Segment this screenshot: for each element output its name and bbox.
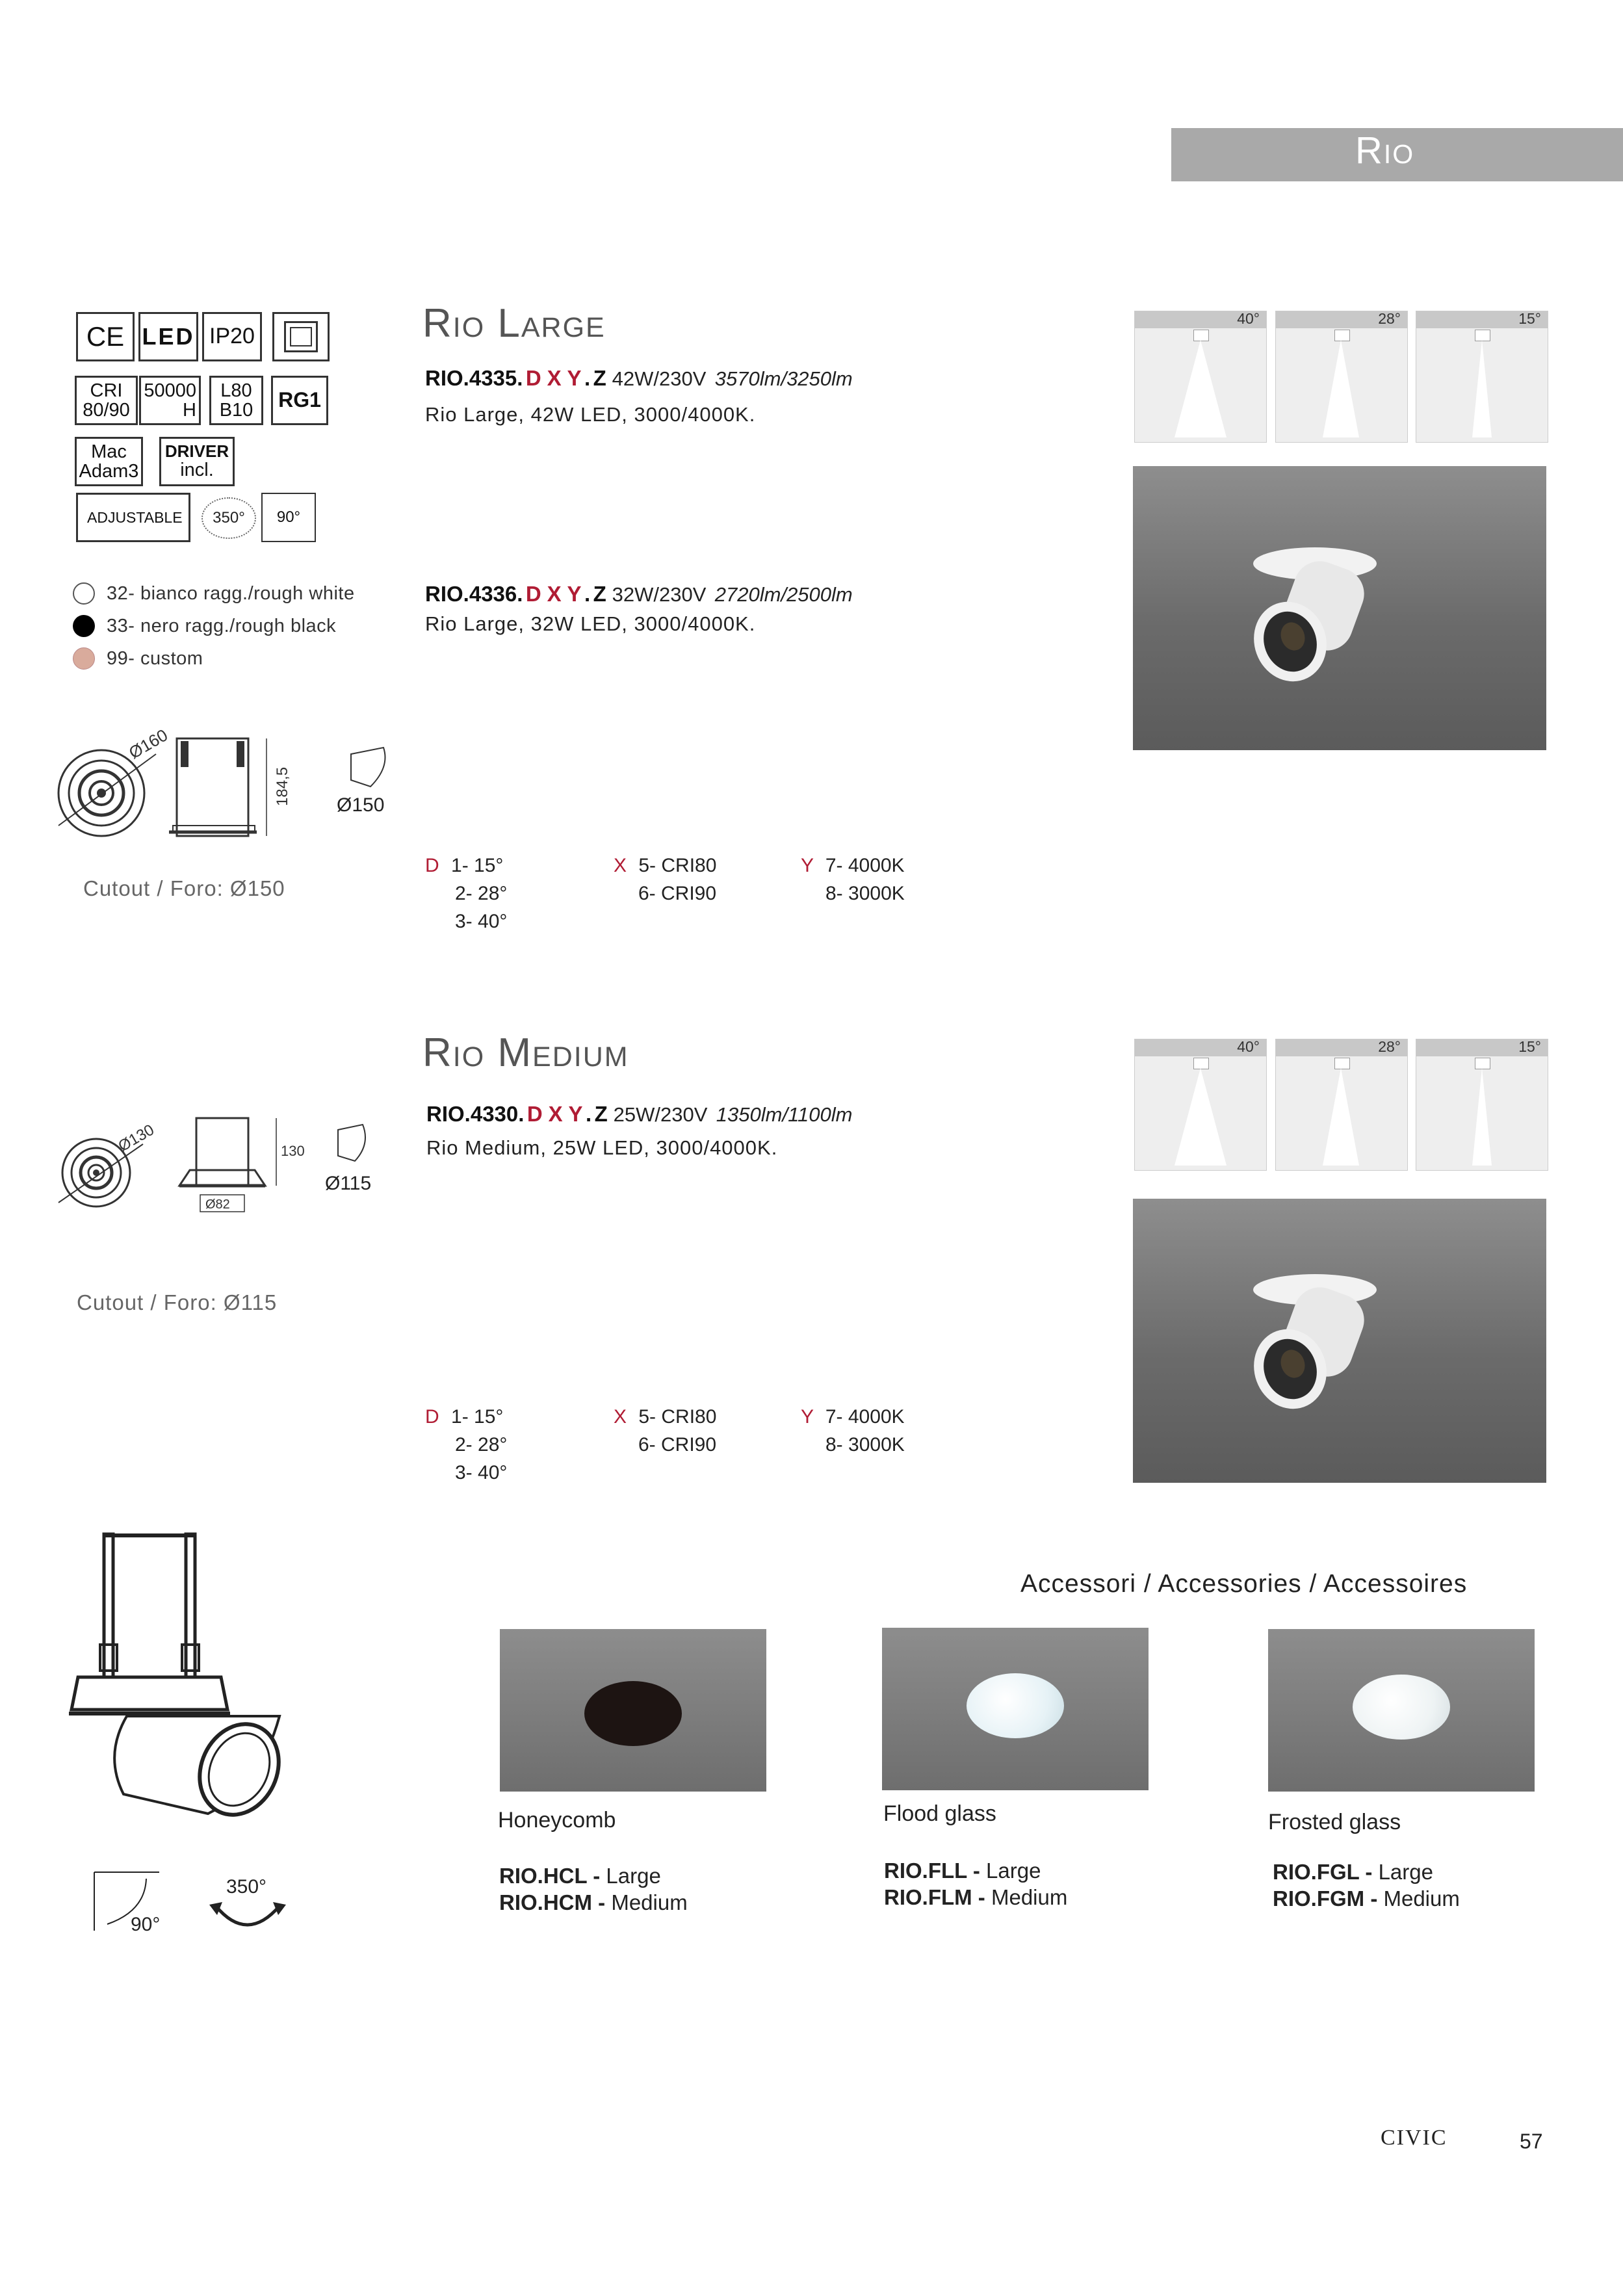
accessory-codes-frosted: [1273, 1859, 1460, 1912]
l80-label: L80: [220, 380, 252, 401]
finish-label: 32- bianco ragg./rough white: [107, 582, 355, 604]
lifetime-icon: [139, 376, 201, 425]
beam-label: 15°: [1518, 311, 1541, 327]
product-title-medium: Rio Medium: [422, 1030, 629, 1075]
driver-label: DRIVER: [164, 441, 229, 462]
option-d: D: [525, 582, 541, 606]
custom-swatch: [73, 647, 95, 670]
option-y: Y: [567, 582, 582, 606]
beam-label: 28°: [1378, 1039, 1401, 1055]
black-swatch: [73, 615, 95, 637]
options-y-medium: [801, 1403, 905, 1459]
medium-base-label: Ø82: [205, 1197, 230, 1212]
accessory-name: Flood glass: [883, 1801, 996, 1826]
beam-label: 40°: [1237, 1039, 1260, 1055]
large-hole-label: Ø150: [337, 794, 385, 816]
power: 42W/230V: [612, 367, 707, 390]
power: 32W/230V: [612, 583, 707, 606]
finish-custom: [73, 647, 203, 670]
finish-black: [73, 615, 336, 637]
option-d-label: D: [425, 1406, 439, 1428]
adjustable-icon: ADJUSTABLE: [76, 493, 190, 542]
variant-desc: Rio Large, 32W LED, 3000/4000K.: [425, 612, 756, 635]
fixture-side-drawing: [65, 1521, 299, 1833]
finish-label: 33- nero ragg./rough black: [107, 615, 337, 636]
power: 25W/230V: [613, 1103, 708, 1126]
option-x: X: [547, 366, 562, 390]
option-value: 6- CRI90: [638, 1434, 717, 1455]
b10-label: B10: [219, 400, 253, 421]
frosted-glass-image: [1268, 1629, 1535, 1792]
rotation-350-icon: [208, 1872, 299, 1944]
tilt-90-icon: [88, 1866, 172, 1937]
product-code: RIO.4336.: [425, 582, 523, 606]
accessory-codes-honeycomb: [499, 1862, 688, 1916]
size-large: Large: [1378, 1860, 1433, 1884]
option-value: 8- 3000K: [825, 883, 905, 904]
recessed-icon: [272, 312, 330, 361]
medium-diameter-label: Ø130: [115, 1121, 157, 1156]
option-value: 1- 15°: [451, 1406, 504, 1428]
code-dot: .: [584, 582, 591, 606]
code-medium: RIO.HCM -: [499, 1890, 606, 1914]
option-value: 3- 40°: [455, 1462, 508, 1483]
cutout-medium: Cutout / Foro: Ø115: [77, 1290, 278, 1314]
large-dimension-drawing: [45, 715, 422, 858]
rotation-label: 350°: [226, 1876, 267, 1898]
accessories-title: Accessori / Accessories / Accessoires: [1020, 1570, 1468, 1598]
variant-desc: Rio Large, 42W LED, 3000/4000K.: [425, 403, 756, 426]
accessory-name: Honeycomb: [498, 1808, 616, 1833]
ip20-icon: IP20: [202, 312, 262, 361]
tilt-90-icon: 90°: [261, 493, 316, 542]
medium-height-label: 130: [281, 1143, 305, 1159]
accessory-codes-flood: [884, 1857, 1067, 1911]
cutout-large: Cutout / Foro: Ø150: [83, 876, 285, 900]
lifetime-unit: H: [183, 400, 196, 421]
beam-panel-28: [1275, 1039, 1408, 1171]
code-dot: .: [585, 1102, 592, 1126]
beam-panel-28: [1275, 311, 1408, 443]
options-d-medium: [425, 1403, 507, 1487]
options-y-large: [801, 852, 905, 907]
large-height-label: 184,5: [274, 766, 291, 806]
led-icon: LED: [138, 312, 198, 361]
options-x-large: [614, 852, 716, 907]
product-photo-medium: [1133, 1199, 1546, 1483]
option-value: 2- 28°: [455, 1434, 508, 1455]
code-large: RIO.HCL -: [499, 1864, 601, 1888]
option-x: X: [548, 1102, 563, 1126]
option-value: 7- 4000K: [825, 855, 905, 876]
product-code: RIO.4335.: [425, 366, 523, 390]
beam-label: 15°: [1518, 1039, 1541, 1055]
page-number: 57: [1520, 2130, 1543, 2153]
beam-panel-40: [1134, 311, 1267, 443]
beam-panel-15: [1416, 1039, 1548, 1171]
macadam-label: Mac: [91, 441, 127, 462]
flood-glass-image: [882, 1628, 1149, 1790]
option-value: 8- 3000K: [825, 1434, 905, 1455]
macadam-value: Adam3: [79, 461, 139, 482]
large-diameter-label: Ø160: [125, 725, 172, 763]
lumen: 2720lm/2500lm: [714, 583, 853, 606]
beam-panel-40: [1134, 1039, 1267, 1171]
driver-incl: incl.: [180, 460, 214, 481]
option-value: 5- CRI80: [638, 855, 717, 876]
option-x: X: [547, 582, 562, 606]
beam-panel-15: [1416, 311, 1548, 443]
variant-4335: [425, 366, 853, 391]
variant-4330: [426, 1102, 852, 1127]
code-large: RIO.FLL -: [884, 1859, 980, 1883]
honeycomb-image: [500, 1629, 766, 1792]
code-medium: RIO.FLM -: [884, 1885, 985, 1909]
macadam-icon: [75, 437, 143, 486]
accessory-name: Frosted glass: [1268, 1810, 1401, 1834]
cri-label: CRI: [90, 380, 123, 401]
l80b10-icon: [209, 376, 263, 425]
driver-icon: [159, 437, 235, 486]
option-d: D: [526, 1102, 543, 1126]
lumen: 1350lm/1100lm: [716, 1103, 853, 1126]
beam-label: 28°: [1378, 311, 1401, 327]
medium-hole-label: Ø115: [325, 1173, 372, 1194]
option-value: 6- CRI90: [638, 883, 717, 904]
code-large: RIO.FGL -: [1273, 1860, 1373, 1884]
size-medium: Medium: [1383, 1886, 1460, 1911]
size-medium: Medium: [991, 1885, 1068, 1909]
brand-logo: CIVIC: [1381, 2126, 1448, 2150]
option-y-label: Y: [801, 855, 814, 876]
cri-icon: [75, 376, 138, 425]
option-value: 3- 40°: [455, 911, 508, 932]
cri-value: 80/90: [83, 400, 130, 421]
option-z: Z: [593, 366, 606, 390]
lifetime-hours: 50000: [144, 380, 196, 401]
ce-mark-icon: CE: [76, 312, 135, 361]
option-d-label: D: [425, 855, 439, 876]
variant-4336: [425, 582, 853, 607]
finish-white: [73, 582, 355, 605]
size-large: Large: [606, 1864, 661, 1888]
rotation-350-icon: 350°: [201, 497, 256, 539]
option-x-label: X: [614, 855, 627, 876]
option-z: Z: [593, 582, 606, 606]
option-y-label: Y: [801, 1406, 814, 1428]
code-dot: .: [584, 366, 591, 390]
option-value: 7- 4000K: [825, 1406, 905, 1428]
options-x-medium: [614, 1403, 716, 1459]
medium-dimension-drawing: [52, 1105, 416, 1222]
option-value: 2- 28°: [455, 883, 508, 904]
option-d: D: [525, 366, 541, 390]
options-d-large: [425, 852, 507, 935]
option-y: Y: [567, 366, 582, 390]
product-photo-large: [1133, 466, 1546, 750]
lumen: 3570lm/3250lm: [714, 367, 853, 390]
rg1-icon: RG1: [271, 376, 328, 425]
white-swatch: [73, 582, 95, 605]
size-medium: Medium: [611, 1890, 688, 1914]
code-medium: RIO.FGM -: [1273, 1886, 1378, 1911]
option-y: Y: [568, 1102, 583, 1126]
size-large: Large: [986, 1859, 1041, 1883]
section-title: Rio: [1355, 129, 1415, 172]
product-code: RIO.4330.: [426, 1102, 525, 1126]
option-value: 5- CRI80: [638, 1406, 717, 1428]
finish-label: 99- custom: [107, 647, 203, 669]
product-title-large: Rio Large: [422, 301, 606, 346]
beam-label: 40°: [1237, 311, 1260, 327]
option-value: 1- 15°: [451, 855, 504, 876]
option-x-label: X: [614, 1406, 627, 1428]
option-z: Z: [594, 1102, 608, 1126]
tilt-label: 90°: [131, 1914, 161, 1935]
variant-desc: Rio Medium, 25W LED, 3000/4000K.: [426, 1136, 778, 1159]
